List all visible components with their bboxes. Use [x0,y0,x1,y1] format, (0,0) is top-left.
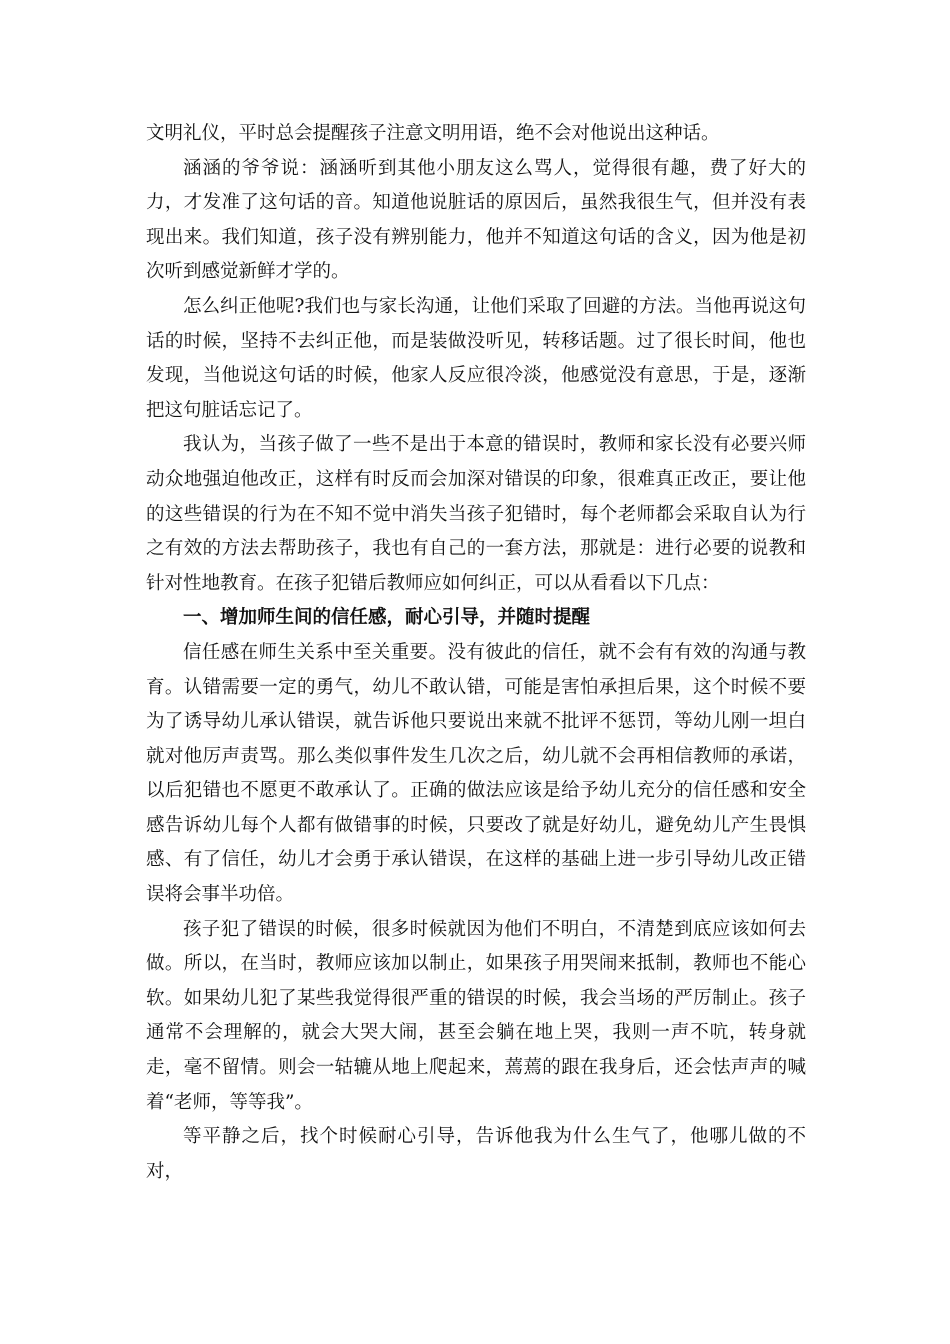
document-body [146,117,806,1189]
paragraph-grandpa-explains: 涵涵的爷爷说：涵涵听到其他小朋友这么骂人，觉得很有趣，费了好大的力，才发准了这句话的音。知道他说脏话的原因后，虽然我很生气，但并没有表现出来。我们知道，孩子没有辨别能力，他并不知道这句话的含义，因为他是初次听到感觉新鲜才学的。 [146,157,806,283]
paragraph-how-to-correct: 怎么纠正他呢?我们也与家长沟通，让他们采取了回避的方法。当他再说这句话的时候，坚持不去纠正他，而是装做没听见，转移话题。过了很长时间，他也发现，当他说这句话的时候，他家人反应很冷淡，他感觉没有意思，于是，逐渐把这句脏话忘记了。 [146,295,806,421]
paragraph-stop-mistakes: 孩子犯了错误的时候，很多时候就因为他们不明白，不清楚到底应该如何去做。所以，在当时，教师应该加以制止，如果孩子用哭闹来抵制，教师也不能心软。如果幼儿犯了某些我觉得很严重的错误的时候，我会当场的严厉制止。孩子通常不会理解的，就会大哭大闹，甚至会躺在地上哭，我则一声不吭，转身就走，毫不留情。则会一轱辘从地上爬起来，蔫蔫的跟在我身后，还会怯声声的喊着“老师，等等我”。 [146,918,806,1113]
paragraph-trust: 信任感在师生关系中至关重要。没有彼此的信任，就不会有有效的沟通与教育。认错需要一定的勇气，幼儿不敢认错，可能是害怕承担后果，这个时候不要为了诱导幼儿承认错误，就告诉他只要说出来就不批评不惩罚，等幼儿刚一坦白就对他厉声责骂。那么类似事件发生几次之后，幼儿就不会再相信教师的承诺，以后犯错也不愿更不敢承认了。正确的做法应该是给予幼儿充分的信任感和安全感告诉幼儿每个人都有做错事的时候，只要改了就是好幼儿，避免幼儿产生畏惧感、有了信任，幼儿才会勇于承认错误，在这样的基础上进一步引导幼儿改正错误将会事半功倍。 [146,641,806,906]
paragraph-patient-guidance: 等平静之后，找个时候耐心引导，告诉他我为什么生气了，他哪儿做的不对， [146,1126,806,1182]
section-heading-1: 一、增加师生间的信任感，耐心引导，并随时提醒 [183,607,591,629]
paragraph-continuation: 文明礼仪，平时总会提醒孩子注意文明用语，绝不会对他说出这种话。 [146,123,720,144]
paragraph-my-opinion: 我认为，当孩子做了一些不是出于本意的错误时，教师和家长没有必要兴师动众地强迫他改正，这样有时反而会加深对错误的印象，很难真正改正，要让他的这些错误的行为在不知不觉中消失当孩子犯错时，每个老师都会采取自认为行之有效的方法去帮助孩子，我也有自己的一套方法，那就是：进行必要的说教和针对性地教育。在孩子犯错后教师应如何纠正，可以从看看以下几点： [146,434,806,594]
